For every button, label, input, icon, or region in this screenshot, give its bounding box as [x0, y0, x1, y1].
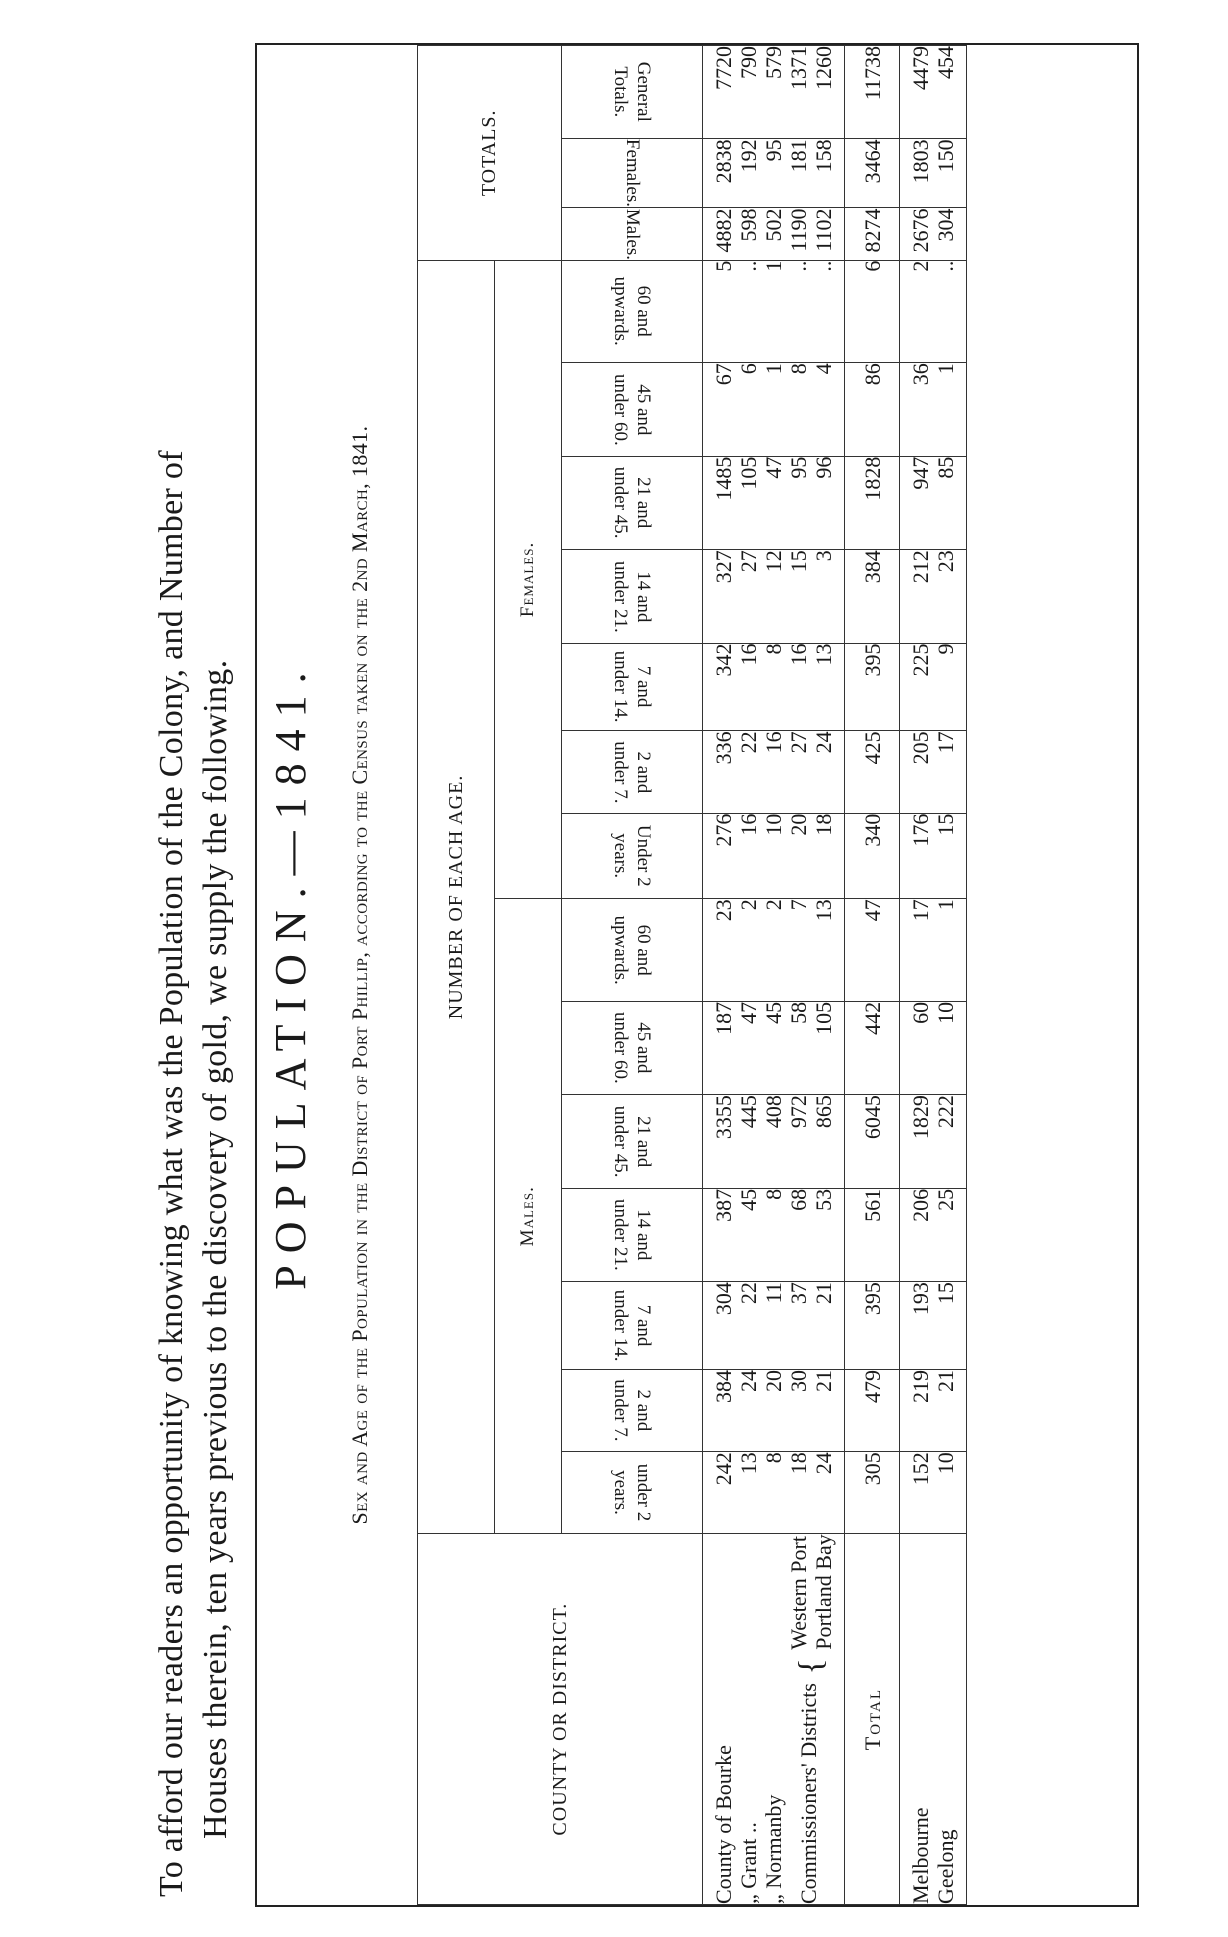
cell-value: 7 — [786, 899, 811, 911]
town-cell-15 — [900, 139, 967, 208]
cell-value: 60 — [908, 1001, 933, 1024]
cell-males-5 — [703, 1001, 845, 1094]
col-header-text: Under 2 years. — [610, 825, 654, 887]
total-label — [845, 1534, 900, 1905]
cell-value: 10 — [761, 813, 786, 836]
col-header-text: 7 and under 14. — [610, 1289, 654, 1362]
sub-labels — [786, 1534, 836, 1650]
cell-value: 1 — [933, 363, 958, 375]
col-header-male-1 — [562, 1369, 703, 1451]
cell-value: 96 — [811, 456, 836, 479]
town-cell-10 — [900, 550, 967, 643]
cell-value: 27 — [736, 550, 761, 573]
cell-value: 598 — [736, 208, 761, 242]
cell-value: 15 — [933, 1282, 958, 1305]
total-cell: 384 — [845, 550, 900, 643]
cell-value: 445 — [736, 1095, 761, 1129]
cell-value: 2 — [761, 899, 786, 911]
cell-value: .. — [933, 260, 958, 272]
col-header-male-2 — [562, 1282, 703, 1370]
cell-value: 2838 — [711, 139, 736, 184]
cell-value: 68 — [786, 1188, 811, 1211]
cell-value: 24 — [736, 1369, 761, 1392]
total-cell: 425 — [845, 731, 900, 813]
town-cell-16 — [900, 46, 967, 139]
cell-value: 150 — [933, 139, 958, 173]
col-header-text: 21 and under 45. — [610, 1105, 654, 1178]
total-cell: 305 — [845, 1452, 900, 1534]
cell-value: 45 — [736, 1188, 761, 1211]
cell-value: 47 — [761, 456, 786, 479]
col-header-text: 14 and under 21. — [610, 1199, 654, 1271]
cell-value: 27 — [786, 731, 811, 754]
cell-value: 53 — [811, 1188, 836, 1211]
cell-value: 276 — [711, 813, 736, 847]
cell-value: 242 — [711, 1452, 736, 1486]
cell-value: 205 — [908, 731, 933, 765]
cell-value: 25 — [933, 1188, 958, 1211]
cell-value: 1102 — [811, 208, 836, 252]
table-title: POPULATION.—1841. — [266, 660, 315, 1290]
col-header-text: Females. — [621, 139, 643, 208]
cell-females-4 — [703, 456, 845, 550]
col-header-text: under 2 years. — [610, 1463, 654, 1522]
col-header-male-3 — [562, 1188, 703, 1281]
cell-totals-1 — [703, 139, 845, 208]
cell-value: 67 — [711, 363, 736, 386]
town-labels — [900, 1534, 967, 1905]
cell-value: 11 — [761, 1282, 786, 1304]
cell-value: 21 — [811, 1369, 836, 1392]
col-header-total-0 — [562, 208, 703, 260]
cell-males-6 — [703, 899, 845, 1002]
total-label-text: Total — [859, 1688, 885, 1751]
cell-value: 206 — [908, 1188, 933, 1222]
cell-value: 15 — [933, 813, 958, 836]
town-cell-7 — [900, 813, 967, 899]
total-cell: 8274 — [845, 208, 900, 260]
cell-value: 222 — [933, 1095, 958, 1129]
cell-value: 2 — [908, 260, 933, 272]
cell-value: 24 — [811, 731, 836, 754]
cell-value: 18 — [811, 813, 836, 836]
cell-females-3 — [703, 550, 845, 643]
cell-value: 8 — [761, 1188, 786, 1200]
cell-females-5 — [703, 363, 845, 456]
cell-females-0 — [703, 813, 845, 899]
col-header-female-2 — [562, 643, 703, 731]
cell-value: 37 — [786, 1282, 811, 1305]
col-header-total-1 — [562, 139, 703, 208]
col-header-male-0 — [562, 1452, 703, 1534]
district-label: „ Normanby — [761, 1794, 786, 1904]
cell-value: 304 — [711, 1282, 736, 1316]
cell-value: 192 — [736, 139, 761, 173]
col-header-female-5 — [562, 363, 703, 456]
col-header-male-4 — [562, 1095, 703, 1189]
cell-value: 387 — [711, 1188, 736, 1222]
cell-value: 24 — [811, 1452, 836, 1475]
col-header-text: 45 and under 60. — [610, 373, 654, 446]
brace-glyph: { — [792, 1649, 830, 1684]
col-header-text: 14 and under 21. — [610, 560, 654, 633]
cell-value: 579 — [761, 46, 786, 79]
col-header-text: 2 and under 7. — [610, 1379, 654, 1442]
cell-value: 219 — [908, 1369, 933, 1403]
col-header-text: 21 and under 45. — [610, 467, 654, 539]
cell-value: 384 — [711, 1369, 736, 1403]
total-cell: 1828 — [845, 456, 900, 550]
cell-value: 45 — [761, 1001, 786, 1024]
col-header-text: 60 and upwards. — [610, 915, 654, 985]
town-cell-8 — [900, 731, 967, 813]
cell-value: 342 — [711, 643, 736, 677]
town-cell-11 — [900, 456, 967, 550]
cell-value: 502 — [761, 208, 786, 242]
cell-value: 865 — [811, 1095, 836, 1129]
cell-value: 13 — [811, 643, 836, 666]
cell-value: 1190 — [786, 208, 811, 252]
cell-value: 6 — [736, 363, 761, 375]
census-table — [417, 45, 967, 1905]
cell-value: 4479 — [908, 46, 933, 90]
cell-value: 152 — [908, 1452, 933, 1486]
cell-value: .. — [786, 260, 811, 272]
header-totals: TOTALS. — [418, 46, 562, 261]
col-header-total-2 — [562, 46, 703, 139]
cell-value: 16 — [736, 643, 761, 666]
cell-value: 105 — [811, 1001, 836, 1035]
town-cell-1 — [900, 1369, 967, 1451]
cell-value: 21 — [933, 1369, 958, 1392]
cell-value: 105 — [736, 456, 761, 490]
cell-value: 336 — [711, 731, 736, 765]
town-label: Melbourne — [908, 1807, 933, 1904]
col-header-female-1 — [562, 731, 703, 813]
cell-males-3 — [703, 1188, 845, 1281]
cell-value: 2 — [736, 899, 761, 911]
cell-value: 212 — [908, 550, 933, 584]
cell-totals-0 — [703, 208, 845, 260]
district-label-commissioners — [786, 1534, 836, 1904]
cell-value: 408 — [761, 1095, 786, 1129]
town-cell-5 — [900, 1001, 967, 1094]
cell-value: 22 — [736, 1282, 761, 1305]
cell-value: 193 — [908, 1282, 933, 1316]
intro-paragraph — [150, 57, 238, 1897]
town-cell-4 — [900, 1095, 967, 1189]
intro-line-2: Houses therein, ten years previous to the discovery of gold, we supply the following. — [197, 659, 234, 1839]
cell-value: 20 — [761, 1369, 786, 1392]
cell-value: 3355 — [711, 1095, 736, 1140]
col-header-text: 2 and under 7. — [610, 740, 654, 804]
cell-value: 790 — [736, 46, 761, 79]
cell-value: 972 — [786, 1095, 811, 1129]
cell-value: 1803 — [908, 139, 933, 184]
total-cell: 442 — [845, 1001, 900, 1094]
col-header-female-6 — [562, 260, 703, 363]
cell-value: 5 — [711, 260, 736, 272]
col-header-female-3 — [562, 550, 703, 643]
header-females: Females. — [495, 260, 562, 899]
cell-value: 13 — [811, 899, 836, 922]
town-cell-13 — [900, 260, 967, 363]
cell-value: 327 — [711, 550, 736, 584]
cell-value: 3 — [811, 550, 836, 562]
cell-value: 17 — [933, 731, 958, 754]
cell-value: 1 — [761, 363, 786, 375]
cell-value: 10 — [933, 1001, 958, 1024]
cell-value: 12 — [761, 550, 786, 573]
cell-females-1 — [703, 731, 845, 813]
col-header-text: 45 and under 60. — [610, 1012, 654, 1084]
district-label: County of Bourke — [711, 1745, 736, 1904]
cell-value: 9 — [933, 643, 958, 655]
cell-value: 454 — [933, 46, 958, 79]
town-cell-12 — [900, 363, 967, 456]
col-header-text: Males. — [621, 208, 643, 260]
total-cell: 86 — [845, 363, 900, 456]
cell-value: 1 — [933, 899, 958, 911]
col-header-text: 7 and under 14. — [610, 651, 654, 723]
cell-males-1 — [703, 1369, 845, 1451]
town-cell-6 — [900, 899, 967, 1002]
cell-value: 17 — [908, 899, 933, 922]
col-header-text: 60 and upwards. — [610, 276, 654, 346]
sub-label: Portland Bay — [811, 1534, 836, 1650]
cell-value: 95 — [786, 456, 811, 479]
header-males: Males. — [495, 899, 562, 1534]
cell-males-4 — [703, 1095, 845, 1189]
cell-value: 47 — [736, 1001, 761, 1024]
intro-line-1: To afford our readers an opportunity of knowing what was the Population of the Colony, and Number of — [153, 450, 190, 1897]
cell-value: 15 — [786, 550, 811, 573]
cell-value: 304 — [933, 208, 958, 242]
cell-value: 1260 — [811, 46, 836, 90]
col-header-text: General Totals. — [610, 62, 654, 123]
cell-value: 225 — [908, 643, 933, 677]
cell-value: 36 — [908, 363, 933, 386]
col-header-female-4 — [562, 456, 703, 550]
census-frame — [255, 43, 1139, 1907]
cell-value: 58 — [786, 1001, 811, 1024]
cell-females-2 — [703, 643, 845, 731]
cell-value: 21 — [811, 1282, 836, 1305]
cell-value: 4882 — [711, 208, 736, 253]
total-cell: 340 — [845, 813, 900, 899]
cell-value: 23 — [711, 899, 736, 922]
total-cell: 6 — [845, 260, 900, 363]
cell-value: 8 — [761, 643, 786, 655]
cell-value: 1 — [761, 260, 786, 272]
cell-value: 85 — [933, 456, 958, 479]
cell-value: 22 — [736, 731, 761, 754]
town-cell-2 — [900, 1282, 967, 1370]
cell-value: 181 — [786, 139, 811, 173]
town-cell-3 — [900, 1188, 967, 1281]
cell-value: 23 — [933, 550, 958, 573]
col-header-male-5 — [562, 1001, 703, 1094]
cell-value: 158 — [811, 139, 836, 173]
district-label: „ Grant .. — [736, 1822, 761, 1904]
cell-value: 10 — [933, 1452, 958, 1475]
total-cell: 3464 — [845, 139, 900, 208]
sub-label: Western Port — [786, 1536, 811, 1650]
cell-value: 1829 — [908, 1095, 933, 1140]
cell-value: 20 — [786, 813, 811, 836]
cell-males-0 — [703, 1452, 845, 1534]
total-cell: 395 — [845, 1282, 900, 1370]
cell-value: 95 — [761, 139, 786, 162]
town-cell-9 — [900, 643, 967, 731]
cell-value: 1371 — [786, 46, 811, 90]
total-cell: 47 — [845, 899, 900, 1002]
district-labels — [703, 1534, 845, 1905]
table-subtitle: Sex and Age of the Population in the District of Port Phillip, according to the Census taken on the 2nd March, 1841. — [347, 425, 372, 1525]
cell-value: 18 — [786, 1452, 811, 1475]
cell-females-6 — [703, 260, 845, 363]
header-number-each-age: NUMBER OF EACH AGE. — [418, 260, 495, 1534]
cell-value: 8 — [786, 363, 811, 375]
total-cell: 561 — [845, 1188, 900, 1281]
col-header-female-0 — [562, 813, 703, 899]
cell-value: 176 — [908, 813, 933, 847]
total-cell: 6045 — [845, 1095, 900, 1189]
total-cell: 11738 — [845, 46, 900, 139]
town-cell-14 — [900, 208, 967, 260]
cell-value: 16 — [761, 731, 786, 754]
cell-value: 30 — [786, 1369, 811, 1392]
cell-value: 187 — [711, 1001, 736, 1035]
col-header-male-6 — [562, 899, 703, 1002]
cell-value: 4 — [811, 363, 836, 375]
cell-value: 16 — [736, 813, 761, 836]
district-label: Commissioners' Districts — [796, 1683, 822, 1904]
cell-value: .. — [811, 260, 836, 272]
cell-value: 2676 — [908, 208, 933, 253]
cell-value: 13 — [736, 1452, 761, 1475]
total-cell: 395 — [845, 643, 900, 731]
town-label: Geelong — [933, 1829, 958, 1904]
total-cell: 479 — [845, 1369, 900, 1451]
cell-value: 8 — [761, 1452, 786, 1464]
header-county: COUNTY OR DISTRICT. — [418, 1534, 703, 1905]
cell-value: .. — [736, 260, 761, 272]
cell-value: 1485 — [711, 456, 736, 501]
cell-totals-2 — [703, 46, 845, 139]
cell-value: 7720 — [711, 46, 736, 90]
cell-males-2 — [703, 1282, 845, 1370]
cell-value: 947 — [908, 456, 933, 490]
cell-value: 16 — [786, 643, 811, 666]
town-cell-0 — [900, 1452, 967, 1534]
